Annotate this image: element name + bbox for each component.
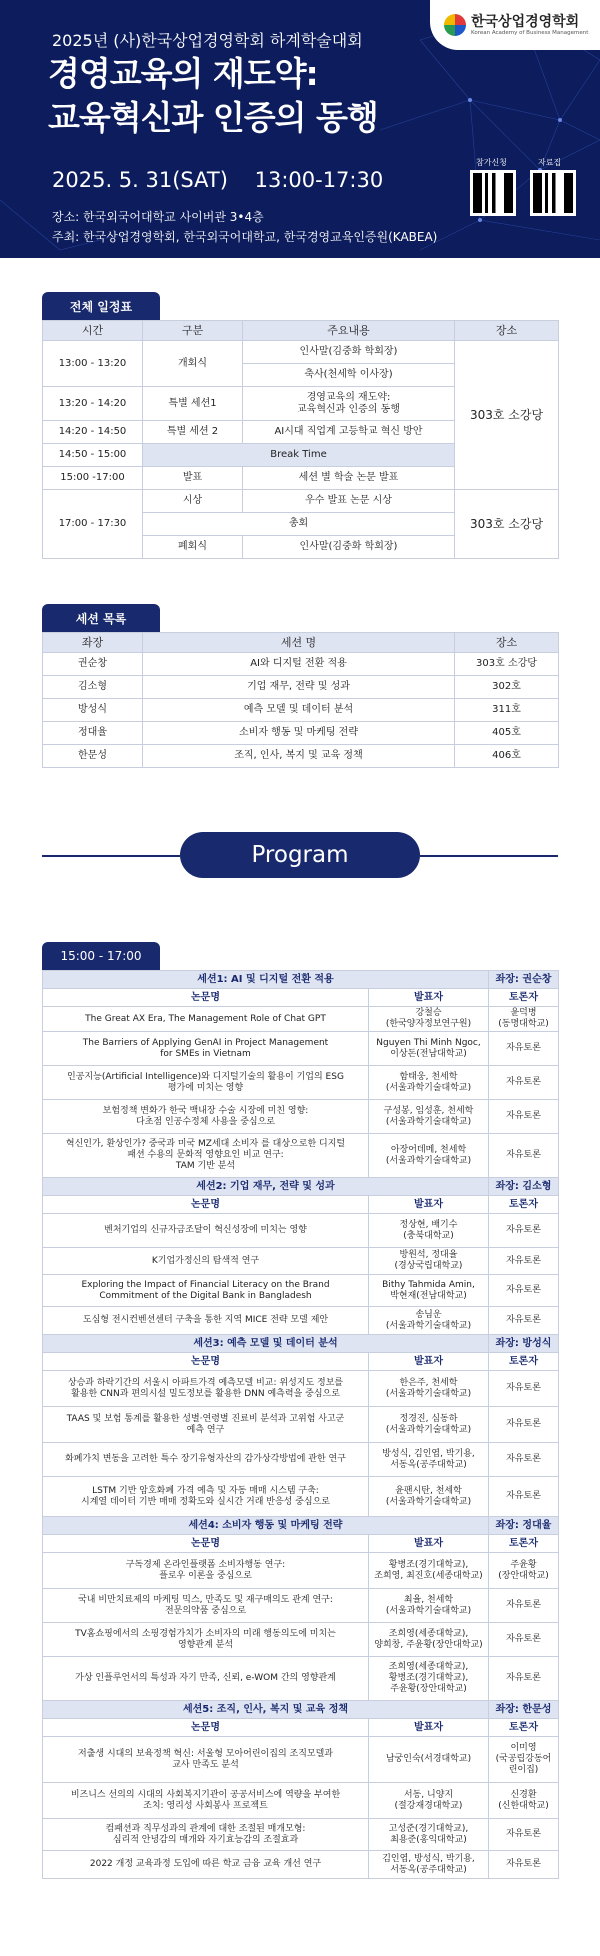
title-line-2: 교육혁신과 인증의 동행 bbox=[48, 98, 378, 137]
paper-row bbox=[43, 1066, 559, 1100]
paper-presenter: 윤팬시탄, 천세학 (서울과학기술대학교) bbox=[369, 1477, 489, 1517]
paper-row bbox=[43, 1737, 559, 1783]
qr-materials-label: 자료집 bbox=[538, 158, 562, 167]
paper-presenter: 강철승 (한국양자정보연구원) bbox=[369, 1007, 489, 1032]
room-cell: 303호 소강당 bbox=[455, 653, 559, 676]
paper-title: 도심형 전시컨벤션센터 구축을 통한 지역 MICE 전략 모델 제안 bbox=[43, 1307, 369, 1335]
overview-title: 전체 일정표 bbox=[42, 292, 160, 320]
col-paper: 논문명 bbox=[43, 1535, 369, 1553]
paper-row bbox=[43, 1657, 559, 1701]
paper-row bbox=[43, 1443, 559, 1477]
paper-discussant: 윤덕병 (동명대학교) bbox=[489, 1007, 559, 1032]
type-cell: 폐회식 bbox=[143, 536, 243, 559]
content-cell: 총회 bbox=[143, 513, 455, 536]
col-presenter: 발표자 bbox=[369, 1535, 489, 1553]
chair-cell: 한문성 bbox=[43, 745, 143, 768]
paper-title: 컴패션과 직무성과의 관계에 대한 조절된 매개모형: 심리적 안녕감의 매개와 자기효능감의 조절효과 bbox=[43, 1819, 369, 1851]
session-header-row bbox=[43, 1517, 559, 1535]
overview-header-row bbox=[43, 321, 559, 341]
paper-presenter: 김인엽, 방성식, 박기용, 서동옥(공주대학교) bbox=[369, 1851, 489, 1879]
col-paper: 논문명 bbox=[43, 1196, 369, 1214]
room-cell: 311호 bbox=[455, 699, 559, 722]
time-cell: 13:20 - 14:20 bbox=[43, 387, 143, 421]
hero-banner bbox=[0, 0, 600, 258]
session-title: 세션2: 기업 재무, 전략 및 성과 bbox=[43, 1178, 489, 1196]
content-cell: 인사말(김중화 학회장) bbox=[243, 341, 455, 364]
room-cell: 302호 bbox=[455, 676, 559, 699]
page-title bbox=[48, 52, 378, 140]
conference-label: 2025년 (사)한국상업경영학회 하계학술대회 bbox=[52, 31, 363, 50]
session-header-row bbox=[43, 1335, 559, 1353]
paper-presenter: 방성식, 김인엽, 박기용, 서동옥(공주대학교) bbox=[369, 1443, 489, 1477]
col-presenter: 발표자 bbox=[369, 1353, 489, 1371]
paper-title: 보험정책 변화가 한국 백내장 수술 시장에 미친 영향: 다초점 인공수정체 사용을 중심으로 bbox=[43, 1100, 369, 1134]
event-place: 장소: 한국외국어대학교 사이버관 3•4층 bbox=[52, 210, 264, 224]
content-cell: 세션 별 학술 논문 발표 bbox=[243, 467, 455, 490]
paper-row bbox=[43, 1248, 559, 1275]
col-paper: 논문명 bbox=[43, 1353, 369, 1371]
session-header-row bbox=[43, 1701, 559, 1719]
paper-title: Exploring the Impact of Financial Literacy on the Brand Commitment of the Digital Bank in Bangladesh bbox=[43, 1275, 369, 1307]
paper-title: 구독경제 온라인플랫폼 소비자행동 연구: 플로우 이론을 중심으로 bbox=[43, 1553, 369, 1589]
col-type: 구분 bbox=[143, 321, 243, 341]
paper-discussant: 자유토론 bbox=[489, 1307, 559, 1335]
column-header-row bbox=[43, 1353, 559, 1371]
table-row bbox=[43, 722, 559, 745]
time-cell: 17:00 - 17:30 bbox=[43, 490, 143, 559]
col-discussant: 토론자 bbox=[489, 1535, 559, 1553]
table-row bbox=[43, 653, 559, 676]
paper-title: 인공지능(Artificial Intelligence)와 디지털기술의 활용이 기업의 ESG 평가에 미치는 영향 bbox=[43, 1066, 369, 1100]
paper-discussant: 자유토론 bbox=[489, 1134, 559, 1178]
paper-title: 국내 비만치료제의 마케팅 믹스, 만족도 및 재구매의도 관계 연구: 전문의약품 중심으로 bbox=[43, 1589, 369, 1623]
room-cell: 303호 소강당 bbox=[455, 341, 559, 490]
chair-cell: 정대율 bbox=[43, 722, 143, 745]
paper-title: TV홈쇼핑에서의 소핑경험가치가 소비자의 미래 행동의도에 미치는 영향관계 분석 bbox=[43, 1623, 369, 1657]
paper-row bbox=[43, 1007, 559, 1032]
qr-register-code[interactable] bbox=[470, 170, 516, 216]
paper-row bbox=[43, 1851, 559, 1879]
chair-cell: 방성식 bbox=[43, 699, 143, 722]
column-header-row bbox=[43, 1196, 559, 1214]
sessions-header-row bbox=[43, 633, 559, 653]
type-cell: 특별 세션1 bbox=[143, 387, 243, 421]
society-logo[interactable] bbox=[430, 0, 600, 50]
content-cell: AI시대 직업계 고등학교 혁신 방안 bbox=[243, 421, 455, 444]
paper-presenter: 방원석, 정대율 (경상국립대학교) bbox=[369, 1248, 489, 1275]
overview-table bbox=[42, 320, 559, 559]
paper-row bbox=[43, 1407, 559, 1443]
paper-presenter: 황병조(경기대학교), 조희영, 최진호(세종대학교) bbox=[369, 1553, 489, 1589]
paper-row bbox=[43, 1553, 559, 1589]
chair-cell: 권순창 bbox=[43, 653, 143, 676]
paper-row bbox=[43, 1783, 559, 1819]
time-cell: 15:00 -17:00 bbox=[43, 467, 143, 490]
title-line-1: 경영교육의 재도약: bbox=[48, 54, 318, 93]
content-cell: 축사(천세학 이사장) bbox=[243, 364, 455, 387]
session-name-cell: 조직, 인사, 복지 및 교육 정책 bbox=[143, 745, 455, 768]
paper-title: The Great AX Era, The Management Role of Chat GPT bbox=[43, 1007, 369, 1032]
paper-discussant: 신경환 (신한대학교) bbox=[489, 1783, 559, 1819]
col-paper: 논문명 bbox=[43, 1719, 369, 1737]
paper-presenter: 구성봉, 임성훈, 천세학 (서울과학기술대학교) bbox=[369, 1100, 489, 1134]
paper-row bbox=[43, 1477, 559, 1517]
room-cell: 406호 bbox=[455, 745, 559, 768]
session-chair: 좌장: 김소형 bbox=[489, 1178, 559, 1196]
paper-discussant: 이미영 (국공립강동어 린이집) bbox=[489, 1737, 559, 1783]
paper-presenter: 조희영(세종대학교), 황병조(경기대학교), 주윤황(장안대학교) bbox=[369, 1657, 489, 1701]
column-header-row bbox=[43, 1535, 559, 1553]
paper-row bbox=[43, 1371, 559, 1407]
session-chair: 좌장: 권순창 bbox=[489, 971, 559, 989]
paper-discussant: 자유토론 bbox=[489, 1066, 559, 1100]
type-cell: 시상 bbox=[143, 490, 243, 513]
session-title: 세션1: AI 및 디지털 전환 적용 bbox=[43, 971, 489, 989]
col-session-name: 세션 명 bbox=[143, 633, 455, 653]
type-cell: 개회식 bbox=[143, 341, 243, 387]
paper-presenter: 서동, 니양지 (절강재경대학교) bbox=[369, 1783, 489, 1819]
logo-emblem-icon bbox=[444, 14, 466, 36]
paper-discussant: 자유토론 bbox=[489, 1589, 559, 1623]
paper-row bbox=[43, 1134, 559, 1178]
type-cell: 발표 bbox=[143, 467, 243, 490]
col-room: 장소 bbox=[455, 321, 559, 341]
event-hosts: 주최: 한국상업경영학회, 한국외국어대학교, 한국경영교육인증원(KABEA) bbox=[52, 230, 438, 244]
col-discussant: 토론자 bbox=[489, 1719, 559, 1737]
sessions-table bbox=[42, 632, 559, 768]
paper-presenter: 송님운 (서울과학기술대학교) bbox=[369, 1307, 489, 1335]
brand-name-en: Korean Academy of Business Management bbox=[471, 30, 589, 36]
paper-presenter: 정경진, 심동하 (서울과학기술대학교) bbox=[369, 1407, 489, 1443]
col-presenter: 발표자 bbox=[369, 1196, 489, 1214]
paper-discussant: 자유토론 bbox=[489, 1623, 559, 1657]
session-title: 세션3: 예측 모델 및 데이터 분석 bbox=[43, 1335, 489, 1353]
col-discussant: 토론자 bbox=[489, 1196, 559, 1214]
program-divider-right bbox=[420, 855, 558, 857]
paper-row bbox=[43, 1589, 559, 1623]
paper-discussant: 자유토론 bbox=[489, 1248, 559, 1275]
paper-presenter: Nguyen Thi Minh Ngoc, 이상돈(전남대학교) bbox=[369, 1032, 489, 1066]
program-banner: Program bbox=[180, 832, 420, 878]
session-header-row bbox=[43, 1178, 559, 1196]
paper-row bbox=[43, 1214, 559, 1248]
session-chair: 좌장: 한문성 bbox=[489, 1701, 559, 1719]
content-cell: 인사말(김중화 학회장) bbox=[243, 536, 455, 559]
chair-cell: 김소형 bbox=[43, 676, 143, 699]
qr-materials-code[interactable] bbox=[530, 170, 576, 216]
paper-presenter: 한은주, 천세학 (서울과학기술대학교) bbox=[369, 1371, 489, 1407]
paper-discussant: 자유토론 bbox=[489, 1275, 559, 1307]
paper-row bbox=[43, 1275, 559, 1307]
paper-presenter: 남궁인숙(서경대학교) bbox=[369, 1737, 489, 1783]
paper-row bbox=[43, 1307, 559, 1335]
session-chair: 좌장: 방성식 bbox=[489, 1335, 559, 1353]
paper-title: 벤처기업의 신규자금조달이 혁신성장에 미치는 영향 bbox=[43, 1214, 369, 1248]
paper-discussant: 자유토론 bbox=[489, 1371, 559, 1407]
paper-discussant: 자유토론 bbox=[489, 1214, 559, 1248]
time-cell: 14:50 - 15:00 bbox=[43, 444, 143, 467]
session-name-cell: 예측 모델 및 데이터 분석 bbox=[143, 699, 455, 722]
col-presenter: 발표자 bbox=[369, 1719, 489, 1737]
paper-presenter: 아장어데메, 천세학 (서울과학기술대학교) bbox=[369, 1134, 489, 1178]
paper-discussant: 자유토론 bbox=[489, 1477, 559, 1517]
paper-presenter: 함태웅, 천세학 (서울과학기술대학교) bbox=[369, 1066, 489, 1100]
break-cell: Break Time bbox=[143, 444, 455, 467]
col-room: 장소 bbox=[455, 633, 559, 653]
program-time: 15:00 - 17:00 bbox=[42, 942, 160, 970]
paper-title: 2022 개정 교육과정 도입에 따른 학교 금융 교육 개선 연구 bbox=[43, 1851, 369, 1879]
paper-discussant: 자유토론 bbox=[489, 1443, 559, 1477]
paper-row bbox=[43, 1032, 559, 1066]
paper-title: 상승과 하락기간의 서울시 아파트가격 예측모델 비교: 위성지도 정보를 활용한 CNN과 편의시설 밀도정보를 활용한 DNN 예측력을 중심으로 bbox=[43, 1371, 369, 1407]
paper-presenter: 고성준(경기대학교), 최용준(홍익대학교) bbox=[369, 1819, 489, 1851]
paper-title: 비즈니스 선의의 시대의 사회복지기관이 공공서비스에 역량을 부여한 조치: 영리성 사회봉사 프로젝트 bbox=[43, 1783, 369, 1819]
session-chair: 좌장: 정대율 bbox=[489, 1517, 559, 1535]
table-row bbox=[43, 699, 559, 722]
paper-row bbox=[43, 1623, 559, 1657]
col-chair: 좌장 bbox=[43, 633, 143, 653]
paper-title: K기업가정신의 탐색적 연구 bbox=[43, 1248, 369, 1275]
content-cell: 우수 발표 논문 시상 bbox=[243, 490, 455, 513]
col-discussant: 토론자 bbox=[489, 989, 559, 1007]
paper-discussant: 주윤황 (장안대학교) bbox=[489, 1553, 559, 1589]
table-row bbox=[43, 676, 559, 699]
paper-title: The Barriers of Applying GenAI in Project Management for SMEs in Vietnam bbox=[43, 1032, 369, 1066]
time-cell: 13:00 - 13:20 bbox=[43, 341, 143, 387]
column-header-row bbox=[43, 989, 559, 1007]
paper-discussant: 자유토론 bbox=[489, 1657, 559, 1701]
paper-row bbox=[43, 1100, 559, 1134]
brand-name-kr: 한국상업경영학회 bbox=[471, 14, 580, 30]
paper-discussant: 자유토론 bbox=[489, 1032, 559, 1066]
session-title: 세션4: 소비자 행동 및 마케팅 전략 bbox=[43, 1517, 489, 1535]
paper-discussant: 자유토론 bbox=[489, 1100, 559, 1134]
session-name-cell: 기업 재무, 전략 및 성과 bbox=[143, 676, 455, 699]
col-time: 시간 bbox=[43, 321, 143, 341]
paper-title: 가상 인플루언서의 특성과 자기 만족, 신뢰, e-WOM 간의 영향관계 bbox=[43, 1657, 369, 1701]
paper-row bbox=[43, 1819, 559, 1851]
table-row bbox=[43, 341, 559, 364]
col-paper: 논문명 bbox=[43, 989, 369, 1007]
paper-discussant: 자유토론 bbox=[489, 1851, 559, 1879]
content-cell: 경영교육의 재도약: 교육혁신과 인증의 동행 bbox=[243, 387, 455, 421]
table-row bbox=[43, 490, 559, 513]
paper-title: 화폐가치 변동을 고려한 특수 장기유형자산의 감가상각방법에 관한 연구 bbox=[43, 1443, 369, 1477]
session-header-row bbox=[43, 971, 559, 989]
paper-title: TAAS 및 보험 통계를 활용한 성별·연령별 진료비 분석과 고위험 사고군 예측 연구 bbox=[43, 1407, 369, 1443]
session-name-cell: AI와 디지털 전환 적용 bbox=[143, 653, 455, 676]
paper-discussant: 자유토론 bbox=[489, 1407, 559, 1443]
paper-presenter: Bithy Tahmida Amin, 박현재(전남대학교) bbox=[369, 1275, 489, 1307]
session-name-cell: 소비자 행동 및 마케팅 전략 bbox=[143, 722, 455, 745]
col-presenter: 발표자 bbox=[369, 989, 489, 1007]
paper-title: LSTM 기반 암호화폐 가격 예측 및 자동 매매 시스템 구축: 시계열 데이터 기반 매매 정확도와 실시간 거래 반응성 중심으로 bbox=[43, 1477, 369, 1517]
paper-presenter: 정상현, 배기수 (충북대학교) bbox=[369, 1214, 489, 1248]
event-datetime: 2025. 5. 31(SAT) 13:00-17:30 bbox=[52, 168, 384, 192]
qr-register-label: 참가신청 bbox=[476, 158, 507, 167]
paper-discussant: 자유토론 bbox=[489, 1819, 559, 1851]
room-cell: 405호 bbox=[455, 722, 559, 745]
paper-title: 저출생 시대의 보육정책 혁신: 서울형 모아어린이집의 조직모델과 교사 만족도 분석 bbox=[43, 1737, 369, 1783]
paper-presenter: 조희영(세종대학교), 양희창, 주윤황(장안대학교) bbox=[369, 1623, 489, 1657]
col-content: 주요내용 bbox=[243, 321, 455, 341]
column-header-row bbox=[43, 1719, 559, 1737]
table-row bbox=[43, 745, 559, 768]
paper-title: 혁신인가, 환상인가? 중국과 미국 MZ세대 소비자 를 대상으로한 디지털 패션 수용의 문화적 영향요인 비교 연구: TAM 기반 분석 bbox=[43, 1134, 369, 1178]
program-table bbox=[42, 970, 559, 1879]
session-title: 세션5: 조직, 인사, 복지 및 교육 정책 bbox=[43, 1701, 489, 1719]
time-cell: 14:20 - 14:50 bbox=[43, 421, 143, 444]
paper-presenter: 최율, 천세학 (서울과학기술대학교) bbox=[369, 1589, 489, 1623]
type-cell: 특별 세션 2 bbox=[143, 421, 243, 444]
program-divider-left bbox=[42, 855, 180, 857]
room-cell: 303호 소강당 bbox=[455, 490, 559, 559]
sessions-title: 세션 목록 bbox=[42, 604, 160, 632]
col-discussant: 토론자 bbox=[489, 1353, 559, 1371]
